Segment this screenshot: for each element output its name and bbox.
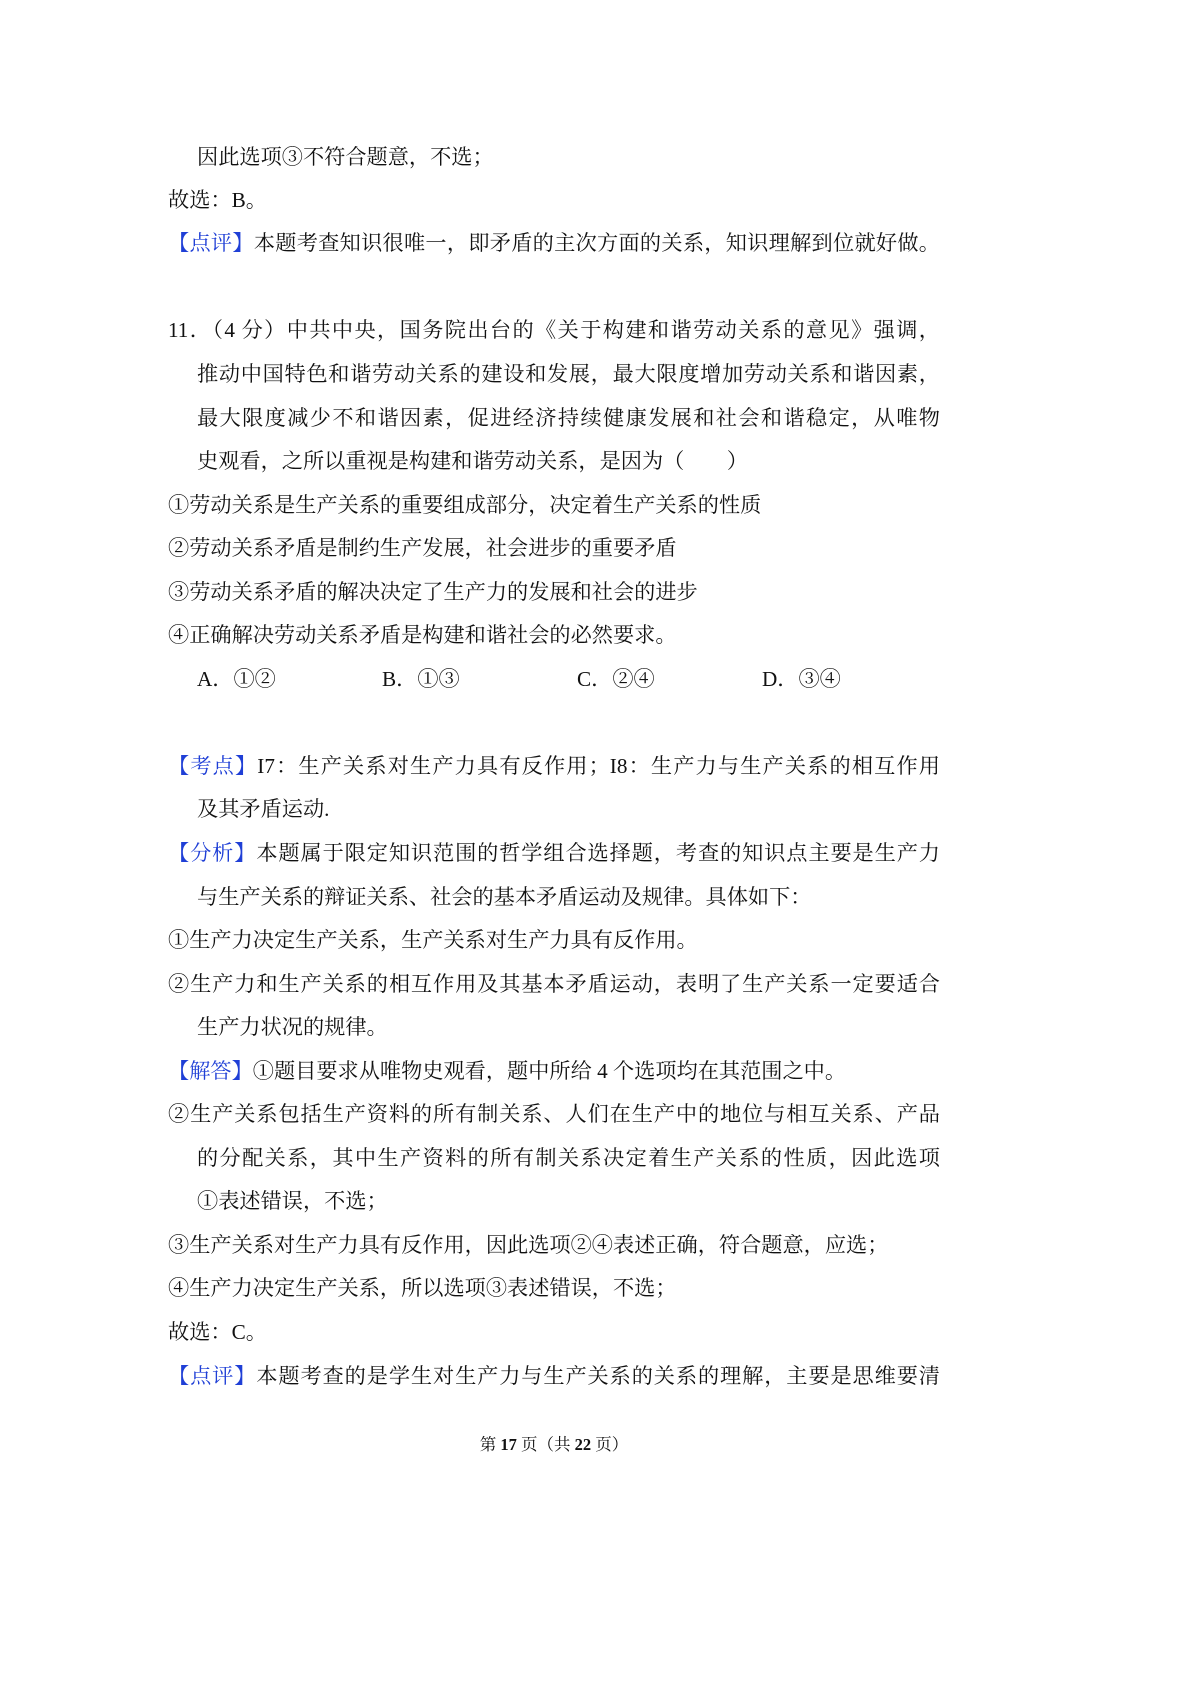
kaodian-line: 及其矛盾运动. bbox=[197, 797, 330, 821]
page-footer bbox=[168, 1433, 940, 1457]
statement-1: ①劳动关系是生产关系的重要组成部分，决定着生产关系的性质 bbox=[168, 493, 762, 517]
fenxi-line bbox=[168, 838, 940, 868]
jieda-line: 的分配关系，其中生产资料的所有制关系决定着生产关系的性质，因此选项 bbox=[197, 1146, 940, 1170]
statement-3: ③劳动关系矛盾的解决决定了生产力的发展和社会的进步 bbox=[168, 580, 698, 604]
jieda-text: ①题目要求从唯物史观看，题中所给 4 个选项均在其范围之中。 bbox=[252, 1059, 847, 1083]
comment-text: 本题考查知识很唯一，即矛盾的主次方面的关系，知识理解到位就好做。 bbox=[253, 231, 940, 255]
jieda-line: ②生产关系包括生产资料的所有制关系、人们在生产中的地位与相互关系、产品 bbox=[168, 1102, 940, 1126]
footer-suffix: 页） bbox=[591, 1435, 629, 1454]
prev-comment-line bbox=[168, 228, 940, 258]
fenxi-text: 本题属于限定知识范围的哲学组合选择题，考查的知识点主要是生产力 bbox=[256, 841, 940, 865]
question-11-stem-line: 最大限度减少不和谐因素，促进经济持续健康发展和社会和谐稳定，从唯物 bbox=[197, 406, 940, 430]
fenxi-label: 【分析】 bbox=[168, 841, 257, 865]
fenxi-point-2-cont: 生产力状况的规律。 bbox=[197, 1015, 388, 1039]
jieda-label: 【解答】 bbox=[168, 1059, 253, 1083]
footer-prefix: 第 bbox=[479, 1435, 501, 1454]
prev-analysis-tail-line: 因此选项③不符合题意，不选； bbox=[197, 145, 494, 169]
dianping-label: 【点评】 bbox=[168, 1364, 257, 1388]
option-a: A．①② bbox=[197, 667, 276, 691]
jieda-line bbox=[168, 1056, 940, 1086]
prev-answer-line: 故选：B。 bbox=[168, 188, 267, 212]
option-b: B．①③ bbox=[382, 667, 460, 691]
question-11-stem-line: 11．（4 分）中共中央，国务院出台的《关于构建和谐劳动关系的意见》强调， bbox=[168, 318, 940, 342]
kaodian-line bbox=[168, 751, 940, 781]
question-11-stem-line: 推动中国特色和谐劳动关系的建设和发展，最大限度增加劳动关系和谐因素， bbox=[197, 362, 940, 386]
jieda-line: ④生产力决定生产关系，所以选项③表述错误，不选； bbox=[168, 1276, 677, 1300]
fenxi-line: 与生产关系的辩证关系、社会的基本矛盾运动及规律。具体如下： bbox=[197, 885, 812, 909]
answer-line: 故选：C。 bbox=[168, 1320, 267, 1344]
option-c: C．②④ bbox=[577, 667, 655, 691]
option-d: D．③④ bbox=[762, 667, 841, 691]
dianping-line bbox=[168, 1361, 940, 1391]
jieda-line: ③生产关系对生产力具有反作用，因此选项②④表述正确，符合题意，应选； bbox=[168, 1233, 889, 1257]
footer-mid: 页（共 bbox=[516, 1435, 575, 1454]
fenxi-point-1: ①生产力决定生产关系，生产关系对生产力具有反作用。 bbox=[168, 928, 698, 952]
statement-2: ②劳动关系矛盾是制约生产发展，社会进步的重要矛盾 bbox=[168, 536, 677, 560]
comment-label: 【点评】 bbox=[168, 231, 254, 255]
kaodian-label: 【考点】 bbox=[168, 754, 258, 778]
question-11-stem-line: 史观看，之所以重视是构建和谐劳动关系，是因为（ ） bbox=[197, 449, 748, 473]
dianping-text: 本题考查的是学生对生产力与生产关系的关系的理解，主要是思维要清 bbox=[256, 1364, 940, 1388]
footer-page-number: 17 bbox=[500, 1435, 517, 1454]
fenxi-point-2: ②生产力和生产关系的相互作用及其基本矛盾运动，表明了生产关系一定要适合 bbox=[168, 972, 940, 996]
footer-total-pages: 22 bbox=[574, 1435, 592, 1454]
statement-4: ④正确解决劳动关系矛盾是构建和谐社会的必然要求。 bbox=[168, 623, 677, 647]
jieda-line: ①表述错误，不选； bbox=[197, 1189, 388, 1213]
kaodian-text: I7：生产关系对生产力具有反作用；I8：生产力与生产关系的相互作用 bbox=[257, 754, 940, 778]
